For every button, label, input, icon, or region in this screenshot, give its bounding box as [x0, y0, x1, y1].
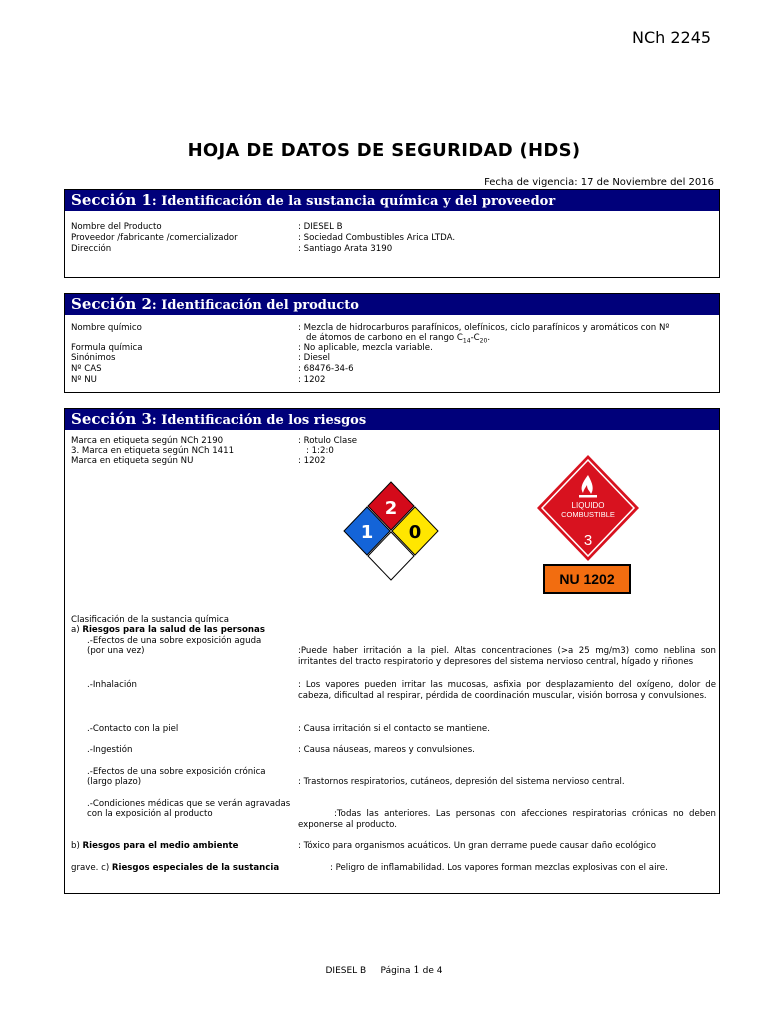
label-nch1411: 3. Marca en etiqueta según NCh 1411 [71, 446, 235, 456]
section-3-header [65, 409, 719, 430]
skin-contact-label: .-Contacto con la piel [87, 724, 179, 734]
section-1-header [65, 190, 719, 211]
placard-class-number: 3 [583, 532, 593, 549]
nfpa-flammability-value: 2 [384, 498, 398, 519]
address-value: : Santiago Arata 3190 [298, 244, 393, 254]
special-risks-heading: grave. c) Riesgos especiales de la sustancia [71, 863, 280, 873]
synonyms-value: : Diesel [298, 353, 331, 363]
footer-page-word: Página [380, 966, 411, 976]
section-2-title: : Identificación del producto [151, 298, 359, 313]
cas-label: Nº CAS [71, 364, 102, 374]
product-name-label: Nombre del Producto [71, 222, 162, 232]
environment-risks-heading: b) Riesgos para el medio ambiente [71, 841, 239, 851]
cas-value: : 68476-34-6 [298, 364, 354, 374]
section-1 [64, 189, 720, 278]
medical-conditions-value: :Todas las anteriores. Las personas con afecciones respiratorias crónicas no deben exponerse al producto. [298, 809, 716, 830]
section-2-number: Sección 2 [71, 295, 152, 313]
synonyms-label: Sinónimos [71, 353, 116, 363]
inhalation-value: : Los vapores pueden irritar las mucosas, asfixia por desplazamiento del oxígeno, dolor de cabeza, dificultad al respirar, pérdida de coordinación muscular, visión borrosa y convulsiones. [298, 680, 716, 701]
section-2-header [65, 294, 719, 315]
footer-product: DIESEL B [325, 966, 367, 976]
ingestion-label: .-Ingestión [87, 745, 133, 755]
formula-label: Formula química [71, 343, 143, 353]
nfpa-health-value: 1 [360, 522, 374, 543]
nfpa-diamond [343, 480, 439, 584]
ingestion-value: : Causa náuseas, mareos y convulsiones. [298, 745, 475, 755]
acute-exposure-label-2: (por una vez) [87, 646, 145, 656]
product-name-value: : DIESEL B [298, 222, 343, 232]
section-1-number: Sección 1 [71, 191, 152, 209]
inhalation-label: .-Inhalación [87, 680, 137, 690]
footer-page-total: de 4 [422, 966, 443, 976]
section-3-number: Sección 3 [71, 410, 152, 428]
skin-contact-value: : Causa irritación si el contacto se mantiene. [298, 724, 490, 734]
formula-value: : No aplicable, mezcla variable. [298, 343, 433, 353]
footer-page-number: 1 [413, 965, 420, 976]
effective-date: Fecha de vigencia: 17 de Noviembre del 2016 [484, 177, 714, 188]
medical-conditions-label-2: con la exposición al producto [87, 809, 213, 819]
label-un-value: : 1202 [298, 456, 326, 466]
placard-text-line2: COMBUSTIBLE [561, 510, 615, 519]
section-1-title: : Identificación de la sustancia química y del proveedor [151, 194, 556, 209]
chronic-exposure-label: .-Efectos de una sobre exposición crónica [87, 767, 266, 777]
chemical-name-label: Nombre químico [71, 323, 142, 333]
environment-risks-value: : Tóxico para organismos acuáticos. Un gran derrame puede causar daño ecológico [298, 841, 656, 851]
page-footer [0, 965, 768, 976]
chemical-name-value: : Mezcla de hidrocarburos parafínicos, olefínicos, ciclo parafínicos y aromáticos con Nº [298, 323, 670, 333]
chronic-exposure-label-2: (largo plazo) [87, 777, 142, 787]
nfpa-reactivity-value: 0 [408, 522, 422, 543]
address-label: Dirección [71, 244, 112, 254]
un-number-panel: NU 1202 [543, 564, 631, 594]
classification-heading: Clasificación de la sustancia química [71, 615, 229, 625]
section-3-title: : Identificación de los riesgos [151, 413, 367, 428]
un-number-label: Nº NU [71, 375, 97, 385]
label-un: Marca en etiqueta según NU [71, 456, 194, 466]
special-risks-value: : Peligro de inflamabilidad. Los vapores forman mezclas explosivas con el aire. [330, 863, 668, 873]
medical-conditions-label: .-Condiciones médicas que se verán agravadas [87, 799, 291, 809]
supplier-value: : Sociedad Combustibles Arica LTDA. [298, 233, 456, 243]
acute-exposure-label: .-Efectos de una sobre exposición aguda [87, 636, 262, 646]
page-title: HOJA DE DATOS DE SEGURIDAD (HDS) [187, 140, 581, 161]
section-2 [64, 293, 720, 393]
supplier-label: Proveedor /fabricante /comercializador [71, 233, 238, 243]
chronic-exposure-value: : Trastornos respiratorios, cutáneos, depresión del sistema nervioso central. [298, 777, 625, 787]
section-3 [64, 408, 720, 894]
carbon-range: de átomos de carbono en el rango $C_{14}-C_{20}$. [306, 333, 491, 345]
un-number-value: : 1202 [298, 375, 326, 385]
standard-code: NCh 2245 [632, 28, 712, 47]
placard-text-line1: LIQUIDO [571, 501, 605, 510]
health-risks-heading: a) Riesgos para la salud de las personas [71, 625, 265, 635]
label-nch2190-value: : Rotulo Clase [298, 436, 358, 446]
label-nch1411-value: : 1:2:0 [306, 446, 334, 456]
acute-exposure-value: :Puede haber irritación a la piel. Altas concentraciones (>a 25 mg/m3) como neblina son irritantes del tracto respiratorio y depresores del sistema nervioso central, hígado y riñones [298, 646, 716, 667]
label-nch2190: Marca en etiqueta según NCh 2190 [71, 436, 224, 446]
hazard-placard [535, 453, 641, 563]
